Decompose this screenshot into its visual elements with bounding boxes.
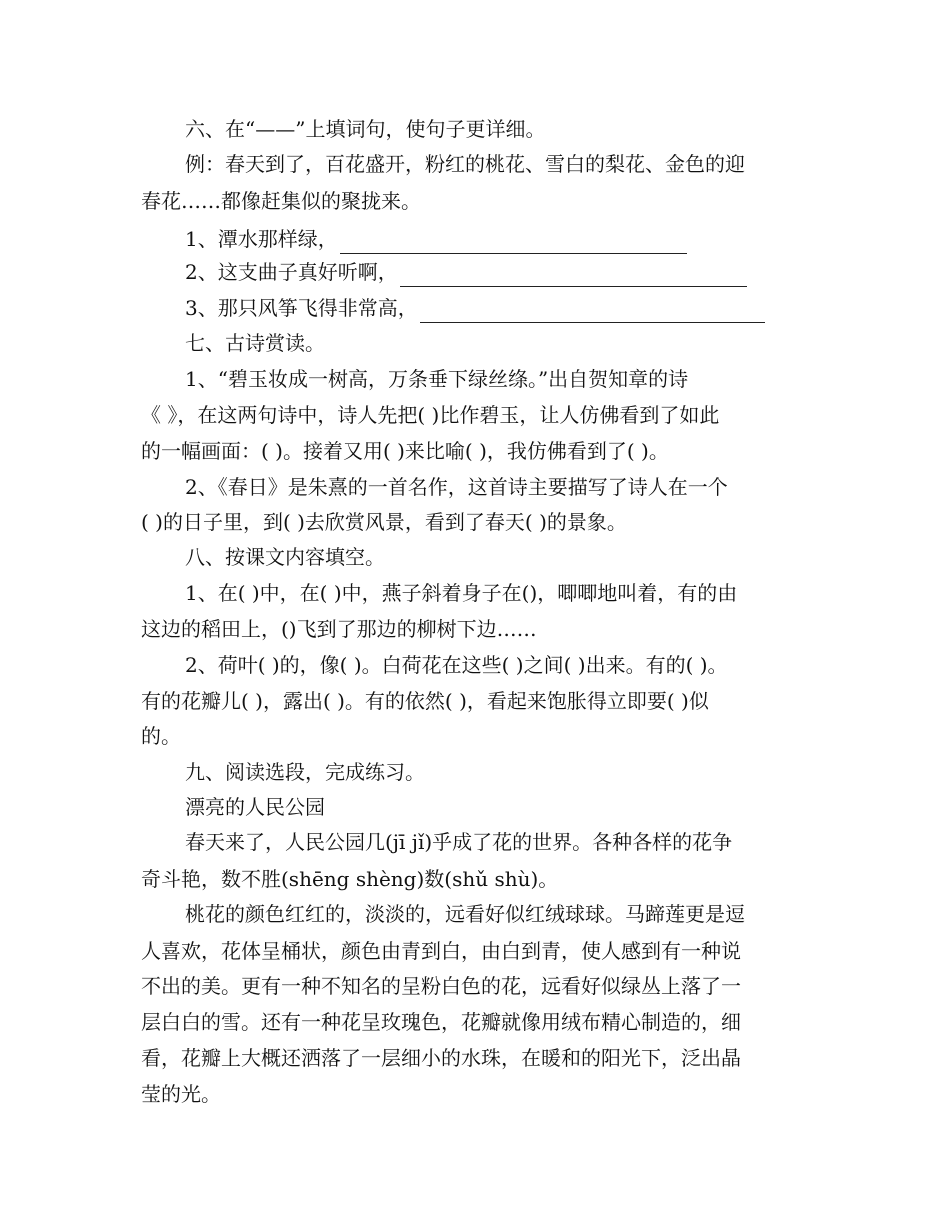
text-q2-line-1: 2、荷叶( )的，像( )。白荷花在这些( )之间( )出来。有的( )。 [185,653,728,677]
passage-p2-line-6: 莹的光。 [141,1082,221,1106]
text-q1-line-1: 1、在( )中，在( )中，燕子斜着身子在()，唧唧地叫着，有的由 [185,581,738,605]
question-6-3-text: 3、那只风筝飞得非常高， [185,296,418,320]
example-line-2: 春花……都像赶集似的聚拢来。 [141,189,421,213]
passage-p2-line-1: 桃花的颜色红红的，淡淡的，远看好似红绒球球。马蹄莲更是逗 [185,902,745,926]
section-8-heading: 八、按课文内容填空。 [185,545,385,569]
answer-blank-6-3[interactable] [420,300,765,323]
question-6-1 [185,224,687,254]
example-line-1: 例：春天到了，百花盛开，粉红的桃花、雪白的梨花、金色的迎 [185,152,745,176]
question-6-2 [185,257,747,287]
passage-p1-line-2: 奇斗艳，数不胜(shēng shèng)数(shǔ shù)。 [141,867,559,891]
poem-q1-line-2: 《 》，在这两句诗中，诗人先把( )比作碧玉，让人仿佛看到了如此 [141,403,720,427]
passage-p2-line-2: 人喜欢，花体呈桶状，颜色由青到白，由白到青，使人感到有一种说 [141,939,741,963]
section-7-heading: 七、古诗赏读。 [185,331,325,355]
poem-q2-line-1: 2、《春日》是朱熹的一首名作，这首诗主要描写了诗人在一个 [185,475,728,499]
passage-p2-line-3: 不出的美。更有一种不知名的呈粉白色的花，远看好似绿丛上落了一 [141,974,741,998]
passage-p2-line-5: 看，花瓣上大概还洒落了一层细小的水珠，在暖和的阳光下，泛出晶 [141,1046,741,1070]
text-q1-line-2: 这边的稻田上，()飞到了那边的柳树下边…… [141,617,537,641]
poem-q1-line-1: 1、“碧玉妆成一树高，万条垂下绿丝绦。”出自贺知章的诗 [185,367,689,391]
section-9-heading: 九、阅读选段，完成练习。 [185,760,425,784]
text-q2-line-3: 的。 [141,724,181,748]
answer-blank-6-2[interactable] [400,264,747,287]
passage-title: 漂亮的人民公园 [185,795,325,819]
passage-p1-line-1: 春天来了，人民公园几(jī jǐ)乎成了花的世界。各种各样的花争 [185,830,733,854]
passage-p2-line-4: 层白白的雪。还有一种花呈玫瑰色，花瓣就像用绒布精心制造的，细 [141,1010,741,1034]
section-6-heading: 六、在“——”上填词句，使句子更详细。 [185,117,546,141]
text-q2-line-2: 有的花瓣儿( )，露出( )。有的依然( )，看起来饱胀得立即要( )似 [141,689,709,713]
question-6-1-text: 1、潭水那样绿， [185,227,338,251]
question-6-2-text: 2、这支曲子真好听啊， [185,260,398,284]
poem-q1-line-3: 的一幅画面：( )。接着又用( )来比喻( )，我仿佛看到了( )。 [141,439,669,463]
poem-q2-line-2: ( )的日子里，到( )去欣赏风景，看到了春天( )的景象。 [141,510,627,534]
answer-blank-6-1[interactable] [340,231,687,254]
question-6-3 [185,293,765,323]
